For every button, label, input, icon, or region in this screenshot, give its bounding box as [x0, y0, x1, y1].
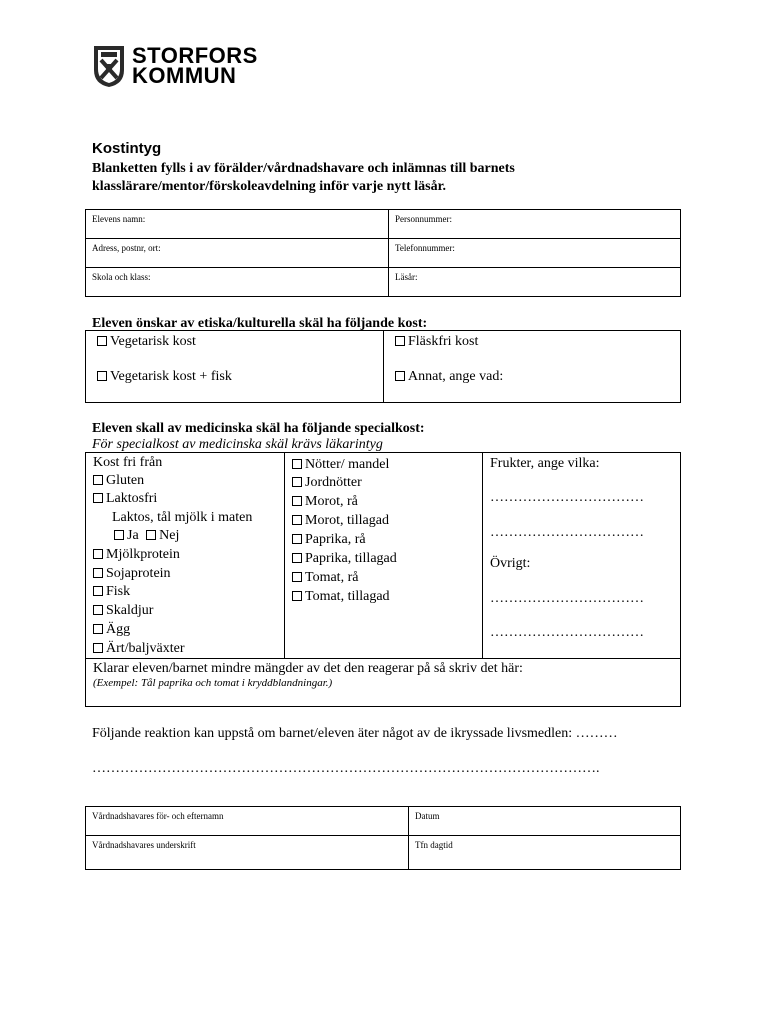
student-name-label: Elevens namn: — [92, 214, 146, 224]
option-gluten-label: Gluten — [106, 473, 145, 488]
guardian-table — [85, 806, 681, 870]
checkbox-icon[interactable] — [292, 459, 302, 469]
address-field[interactable] — [86, 239, 389, 268]
option-milk-protein-label: Mjölkprotein — [106, 547, 180, 562]
signature-field[interactable] — [86, 836, 409, 870]
option-legumes[interactable] — [93, 640, 185, 658]
no-label: Nej — [159, 528, 180, 543]
option-milk-protein[interactable] — [93, 546, 180, 564]
medical-heading: Eleven skall av medicinska skäl ha följande specialkost: — [92, 421, 425, 436]
option-pepper-raw[interactable] — [292, 531, 366, 549]
option-other[interactable] — [395, 368, 503, 386]
option-shellfish-label: Skaldjur — [106, 603, 154, 618]
logo-line-2: KOMMUN — [132, 63, 237, 88]
checkbox-icon[interactable] — [93, 475, 103, 485]
medical-row-divider — [85, 658, 681, 659]
option-other-label: Annat, ange vad: — [408, 369, 504, 384]
option-lactose-free[interactable] — [93, 490, 157, 508]
lactose-question: Laktos, tål mjölk i maten — [112, 510, 253, 525]
checkbox-icon[interactable] — [292, 553, 302, 563]
option-pepper-cooked[interactable] — [292, 550, 397, 568]
ethical-divider — [383, 330, 384, 403]
checkbox-icon[interactable] — [292, 496, 302, 506]
other-label: Övrigt: — [490, 556, 531, 571]
student-name-field[interactable] — [86, 210, 389, 239]
intro-text: Blanketten fylls i av förälder/vårdnadshavare och inlämnas till barnets klasslärare/mentor/förskoleavdelning inför varje nytt läsår. — [92, 161, 515, 194]
checkbox-icon[interactable] — [292, 534, 302, 544]
checkbox-icon[interactable] — [93, 643, 103, 653]
checkbox-icon[interactable] — [97, 336, 107, 346]
address-label: Adress, postnr, ort: — [92, 243, 161, 253]
option-pork-free-label: Fläskfri kost — [408, 334, 479, 349]
checkbox-icon[interactable] — [97, 371, 107, 381]
school-year-field[interactable] — [389, 268, 681, 297]
date-label: Datum — [415, 811, 440, 821]
small-amounts-example: (Exempel: Tål paprika och tomat i kryddblandningar.) — [93, 677, 333, 689]
school-field[interactable] — [86, 268, 389, 297]
other-line-1[interactable]: …………………………… — [490, 591, 644, 606]
checkbox-icon[interactable] — [93, 549, 103, 559]
option-lactose-free-label: Laktosfri — [106, 491, 158, 506]
logo — [92, 44, 282, 90]
school-label: Skola och klass: — [92, 272, 151, 282]
guardian-name-field[interactable] — [86, 807, 409, 836]
checkbox-icon[interactable] — [93, 493, 103, 503]
logo-line-1: STORFORS — [132, 43, 258, 68]
checkbox-icon[interactable] — [146, 530, 156, 540]
phone-field[interactable] — [389, 239, 681, 268]
ethical-heading: Eleven önskar av etiska/kulturella skäl ha följande kost: — [92, 316, 428, 331]
yes-label: Ja — [127, 528, 139, 543]
reaction-line-2[interactable]: ………………………………………………………………………………………………. — [92, 761, 600, 776]
option-carrot-raw-label: Morot, rå — [305, 494, 358, 509]
option-pepper-cooked-label: Paprika, tillagad — [305, 551, 397, 566]
coat-of-arms-icon — [92, 44, 126, 88]
checkbox-icon[interactable] — [395, 371, 405, 381]
option-soy-protein[interactable] — [93, 565, 171, 583]
option-tomato-raw-label: Tomat, rå — [305, 570, 359, 585]
option-nuts[interactable] — [292, 456, 389, 474]
option-tomato-cooked-label: Tomat, tillagad — [305, 589, 390, 604]
checkbox-icon[interactable] — [292, 515, 302, 525]
signature-label: Vårdnadshavares underskrift — [92, 840, 196, 850]
option-tomato-raw[interactable] — [292, 569, 358, 587]
page-title: Kostintyg — [92, 140, 162, 157]
phone-label: Telefonnummer: — [395, 243, 455, 253]
fruit-line-2[interactable]: …………………………… — [490, 525, 644, 540]
option-nuts-label: Nötter/ mandel — [305, 457, 390, 472]
checkbox-icon[interactable] — [93, 568, 103, 578]
checkbox-icon[interactable] — [395, 336, 405, 346]
option-peanuts-label: Jordnötter — [305, 475, 362, 490]
checkbox-icon[interactable] — [292, 572, 302, 582]
other-line-2[interactable]: …………………………… — [490, 625, 644, 640]
medical-divider-2 — [482, 452, 483, 658]
medical-subheading: För specialkost av medicinska skäl krävs läkarintyg — [92, 437, 383, 452]
option-vegetarian-fish-label: Vegetarisk kost + fisk — [110, 369, 232, 384]
option-peanuts[interactable] — [292, 474, 362, 492]
option-fish[interactable] — [93, 583, 130, 601]
checkbox-icon[interactable] — [93, 586, 103, 596]
day-phone-field[interactable] — [409, 836, 681, 870]
date-field[interactable] — [409, 807, 681, 836]
option-shellfish[interactable] — [93, 602, 153, 620]
checkbox-icon[interactable] — [93, 624, 103, 634]
option-vegetarian-fish[interactable] — [97, 368, 232, 386]
checkbox-icon[interactable] — [114, 530, 124, 540]
checkbox-icon[interactable] — [93, 605, 103, 615]
option-fish-label: Fisk — [106, 584, 131, 599]
reaction-line-1[interactable]: Följande reaktion kan uppstå om barnet/eleven äter något av de ikryssade livsmedlen: ……… — [92, 726, 618, 741]
col1-title: Kost fri från — [93, 455, 163, 470]
option-vegetarian-label: Vegetarisk kost — [110, 334, 196, 349]
student-info-table — [85, 209, 681, 297]
option-egg[interactable] — [93, 621, 130, 639]
lactose-yes-no — [114, 527, 179, 545]
day-phone-label: Tfn dagtid — [415, 840, 453, 850]
small-amounts-text: Klarar eleven/barnet mindre mängder av det den reagerar på så skriv det här: — [93, 661, 523, 676]
checkbox-icon[interactable] — [292, 477, 302, 487]
option-soy-protein-label: Sojaprotein — [106, 566, 171, 581]
option-vegetarian[interactable] — [97, 333, 196, 351]
option-egg-label: Ägg — [106, 622, 131, 637]
option-carrot-cooked[interactable] — [292, 512, 389, 530]
checkbox-icon[interactable] — [292, 591, 302, 601]
guardian-name-label: Vårdnadshavares för- och efternamn — [92, 811, 224, 821]
fruit-line-1[interactable]: …………………………… — [490, 490, 644, 505]
option-pepper-raw-label: Paprika, rå — [305, 532, 366, 547]
personal-number-field[interactable] — [389, 210, 681, 239]
option-carrot-raw[interactable] — [292, 493, 358, 511]
option-tomato-cooked[interactable] — [292, 588, 390, 606]
option-legumes-label: Ärt/baljväxter — [106, 641, 185, 656]
option-carrot-cooked-label: Morot, tillagad — [305, 513, 389, 528]
fruit-label: Frukter, ange vilka: — [490, 456, 600, 471]
option-pork-free[interactable] — [395, 333, 478, 351]
personal-number-label: Personnummer: — [395, 214, 452, 224]
school-year-label: Läsår: — [395, 272, 418, 282]
option-gluten[interactable] — [93, 472, 144, 490]
medical-divider-1 — [284, 452, 285, 658]
